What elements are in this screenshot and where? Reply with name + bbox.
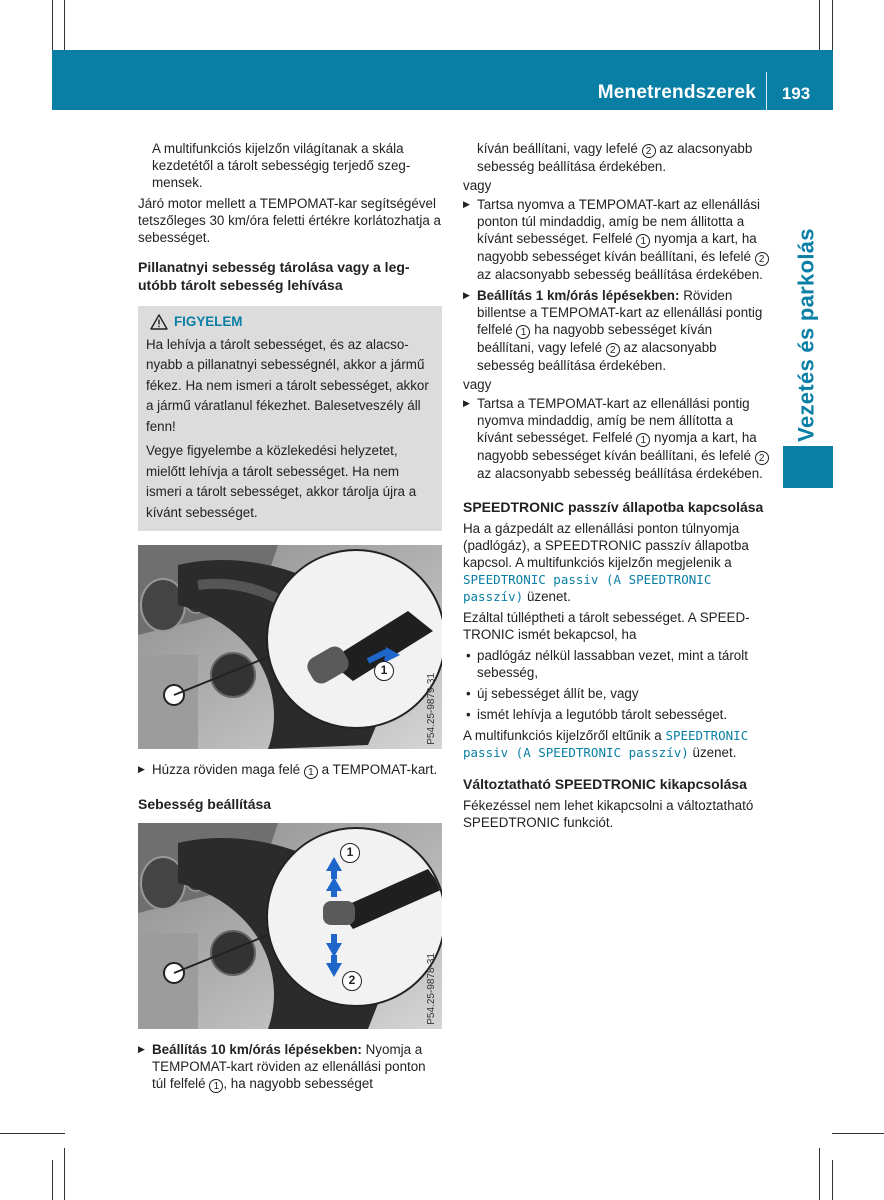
left-column xyxy=(138,140,442,1093)
paragraph-passive-1: Ha a gázpedált az ellenállási ponton túlnyomja (padlógáz), a SPEEDTRONIC passzív állapotba kapcsol. A multifunkciós kijelzőn megjelenik a SPEEDTRONIC passiv (A SPEEDTRONIC passzív) üzenet. xyxy=(463,521,749,604)
callout-2: 2 xyxy=(342,971,362,991)
crop-mark xyxy=(52,0,53,50)
step-1kmh: ▶ Beállítás 1 km/órás lépésekben: Röviden billentse a TEMPOMAT-kart az ellenállási pontig felfelé 1 ha nagyobb sebességet kíván beállítani, vagy lefelé 2 az alacsonyabb sebesség beállítása érdekében. xyxy=(463,287,769,374)
intro-continuation: A multifunkciós kijelzőn világítanak a skála kezdetétől a tárolt sebességig terjedő szegmensek. xyxy=(152,141,411,190)
paragraph-passive-2: Ezáltal túlléptheti a tárolt sebességet. A SPEEDTRONIC ismét bekapcsol, ha xyxy=(463,610,750,642)
step-10kmh-continuation: kíván beállítani, vagy lefelé 2 az alacsonyabb sebesség beállítása érdekében. xyxy=(477,141,753,174)
header-divider xyxy=(766,72,767,110)
display-message: SPEEDTRONIC passiv (A SPEEDTRONIC passzív) xyxy=(463,572,712,604)
photo-steering-lever-pull xyxy=(138,545,442,749)
warning-text-1: Ha lehívja a tárolt sebességet, és az alacsonyabb a pillanatnyi sebességnél, akkor a jármű fékez. Ha nem ismeri a tárolt sebességet, akkor a jármű váratlanul fékezhet. Balesetveszély áll fenn! xyxy=(146,336,429,434)
photo-code: P54.25-9879-31 xyxy=(426,673,437,745)
or-separator: vagy xyxy=(463,377,492,392)
paragraph-passive-3: A multifunkciós kijelzőről eltűnik a SPEEDTRONIC passiv (A SPEEDTRONIC passzív) üzenet. xyxy=(463,728,749,760)
detail-inset xyxy=(266,549,442,729)
callout-ref-2: 2 xyxy=(755,451,769,465)
callout-ref-1: 1 xyxy=(304,765,318,779)
callout-ref-2: 2 xyxy=(606,343,620,357)
crop-mark xyxy=(832,1160,833,1200)
heading-speedtronic-passive: SPEEDTRONIC passzív állapotba kapcsolása xyxy=(463,499,764,515)
crop-mark xyxy=(819,0,820,50)
callout-ref-2: 2 xyxy=(642,144,656,158)
warning-box xyxy=(138,306,442,531)
step-hold-to-point: ▶ Tartsa a TEMPOMAT-kart az ellenállási pontig nyomva mindaddig, amíg be nem állította a kívánt sebességet. Felfelé 1 nyomja a kart, ha nagyobb sebességet kíván beállítani, és lefelé 2 az alacsonyabb sebesség beállítása érdekében. xyxy=(463,395,769,482)
heading-set-speed: Sebesség beállítása xyxy=(138,796,272,812)
display-message: SPEEDTRONIC passiv (A SPEEDTRONIC passzív) xyxy=(463,728,749,760)
list-item: • ismét lehívja a legutóbb tárolt sebességet. xyxy=(463,706,769,723)
callout-ref-1: 1 xyxy=(636,433,650,447)
list-item: • padlógáz nélkül lassabban vezet, mint a tárolt sebesség, xyxy=(463,647,769,681)
crop-mark xyxy=(0,1133,65,1134)
warning-triangle-icon xyxy=(150,314,168,330)
callout-ref-1: 1 xyxy=(636,234,650,248)
photo-code: P54.25-9878-31 xyxy=(426,953,437,1025)
page-number: 193 xyxy=(781,84,811,103)
chapter-tab-marker xyxy=(783,446,833,488)
callout-ref-2: 2 xyxy=(755,252,769,266)
callout-ref-1: 1 xyxy=(516,325,530,339)
paragraph-off: Fékezéssel nem lehet kikapcsolni a változtatható SPEEDTRONIC funkciót. xyxy=(463,798,754,830)
callout-1: 1 xyxy=(340,843,360,863)
crop-mark xyxy=(52,1160,53,1200)
heading-speedtronic-off: Változtatható SPEEDTRONIC kikapcsolása xyxy=(463,776,747,792)
chapter-tab-label: Vezetés és parkolás xyxy=(793,228,819,442)
crop-mark xyxy=(64,0,65,50)
crop-mark xyxy=(64,1148,65,1200)
crop-mark xyxy=(832,0,833,50)
warning-title: FIGYELEM xyxy=(174,314,243,329)
warning-header xyxy=(150,312,434,333)
or-separator: vagy xyxy=(463,178,492,193)
list-item: • új sebességet állít be, vagy xyxy=(463,685,769,702)
callout-ref-1: 1 xyxy=(209,1079,223,1093)
crop-mark xyxy=(832,1133,884,1134)
crop-mark xyxy=(819,1148,820,1200)
callout-1: 1 xyxy=(374,661,394,681)
intro-paragraph: Járó motor mellett a TEMPOMAT-kar segítségével tetszőleges 30 km/óra feletti értékre korlátozhatja a sebességet. xyxy=(138,196,441,245)
step-10kmh: ▶ Beállítás 10 km/órás lépésekben: Nyomja a TEMPOMAT-kart röviden az ellenállási ponton túl felfelé 1 , ha nagyobb sebességet xyxy=(138,1041,442,1093)
right-column xyxy=(463,140,769,831)
step-hold-lever: ▶ Tartsa nyomva a TEMPOMAT-kart az ellenállási ponton túl mindaddig, amíg be nem állitotta a kívánt sebességet. Felfelé 1 nyomja a kart, ha nagyobb sebességet kíván beállítani, és lefelé 2 az alacsonyabb sebesség beállítása érdekében. xyxy=(463,196,769,283)
warning-text-2: Vegye figyelembe a közlekedési helyzetet, mielőtt lehívja a tárolt sebességet. Ha nem ismeri a tárolt sebességet, akkor tárolja újra a kívánt sebességet. xyxy=(146,443,417,520)
step-pull-lever: ▶ Húzza röviden maga felé 1 a TEMPOMAT-kart. xyxy=(138,761,442,779)
heading-store-recall: Pillanatnyi sebesség tárolása vagy a legutóbb tárolt sebesség lehívása xyxy=(138,259,410,293)
photo-steering-lever-updown xyxy=(138,823,442,1029)
section-title: Menetrendszerek xyxy=(597,82,756,103)
